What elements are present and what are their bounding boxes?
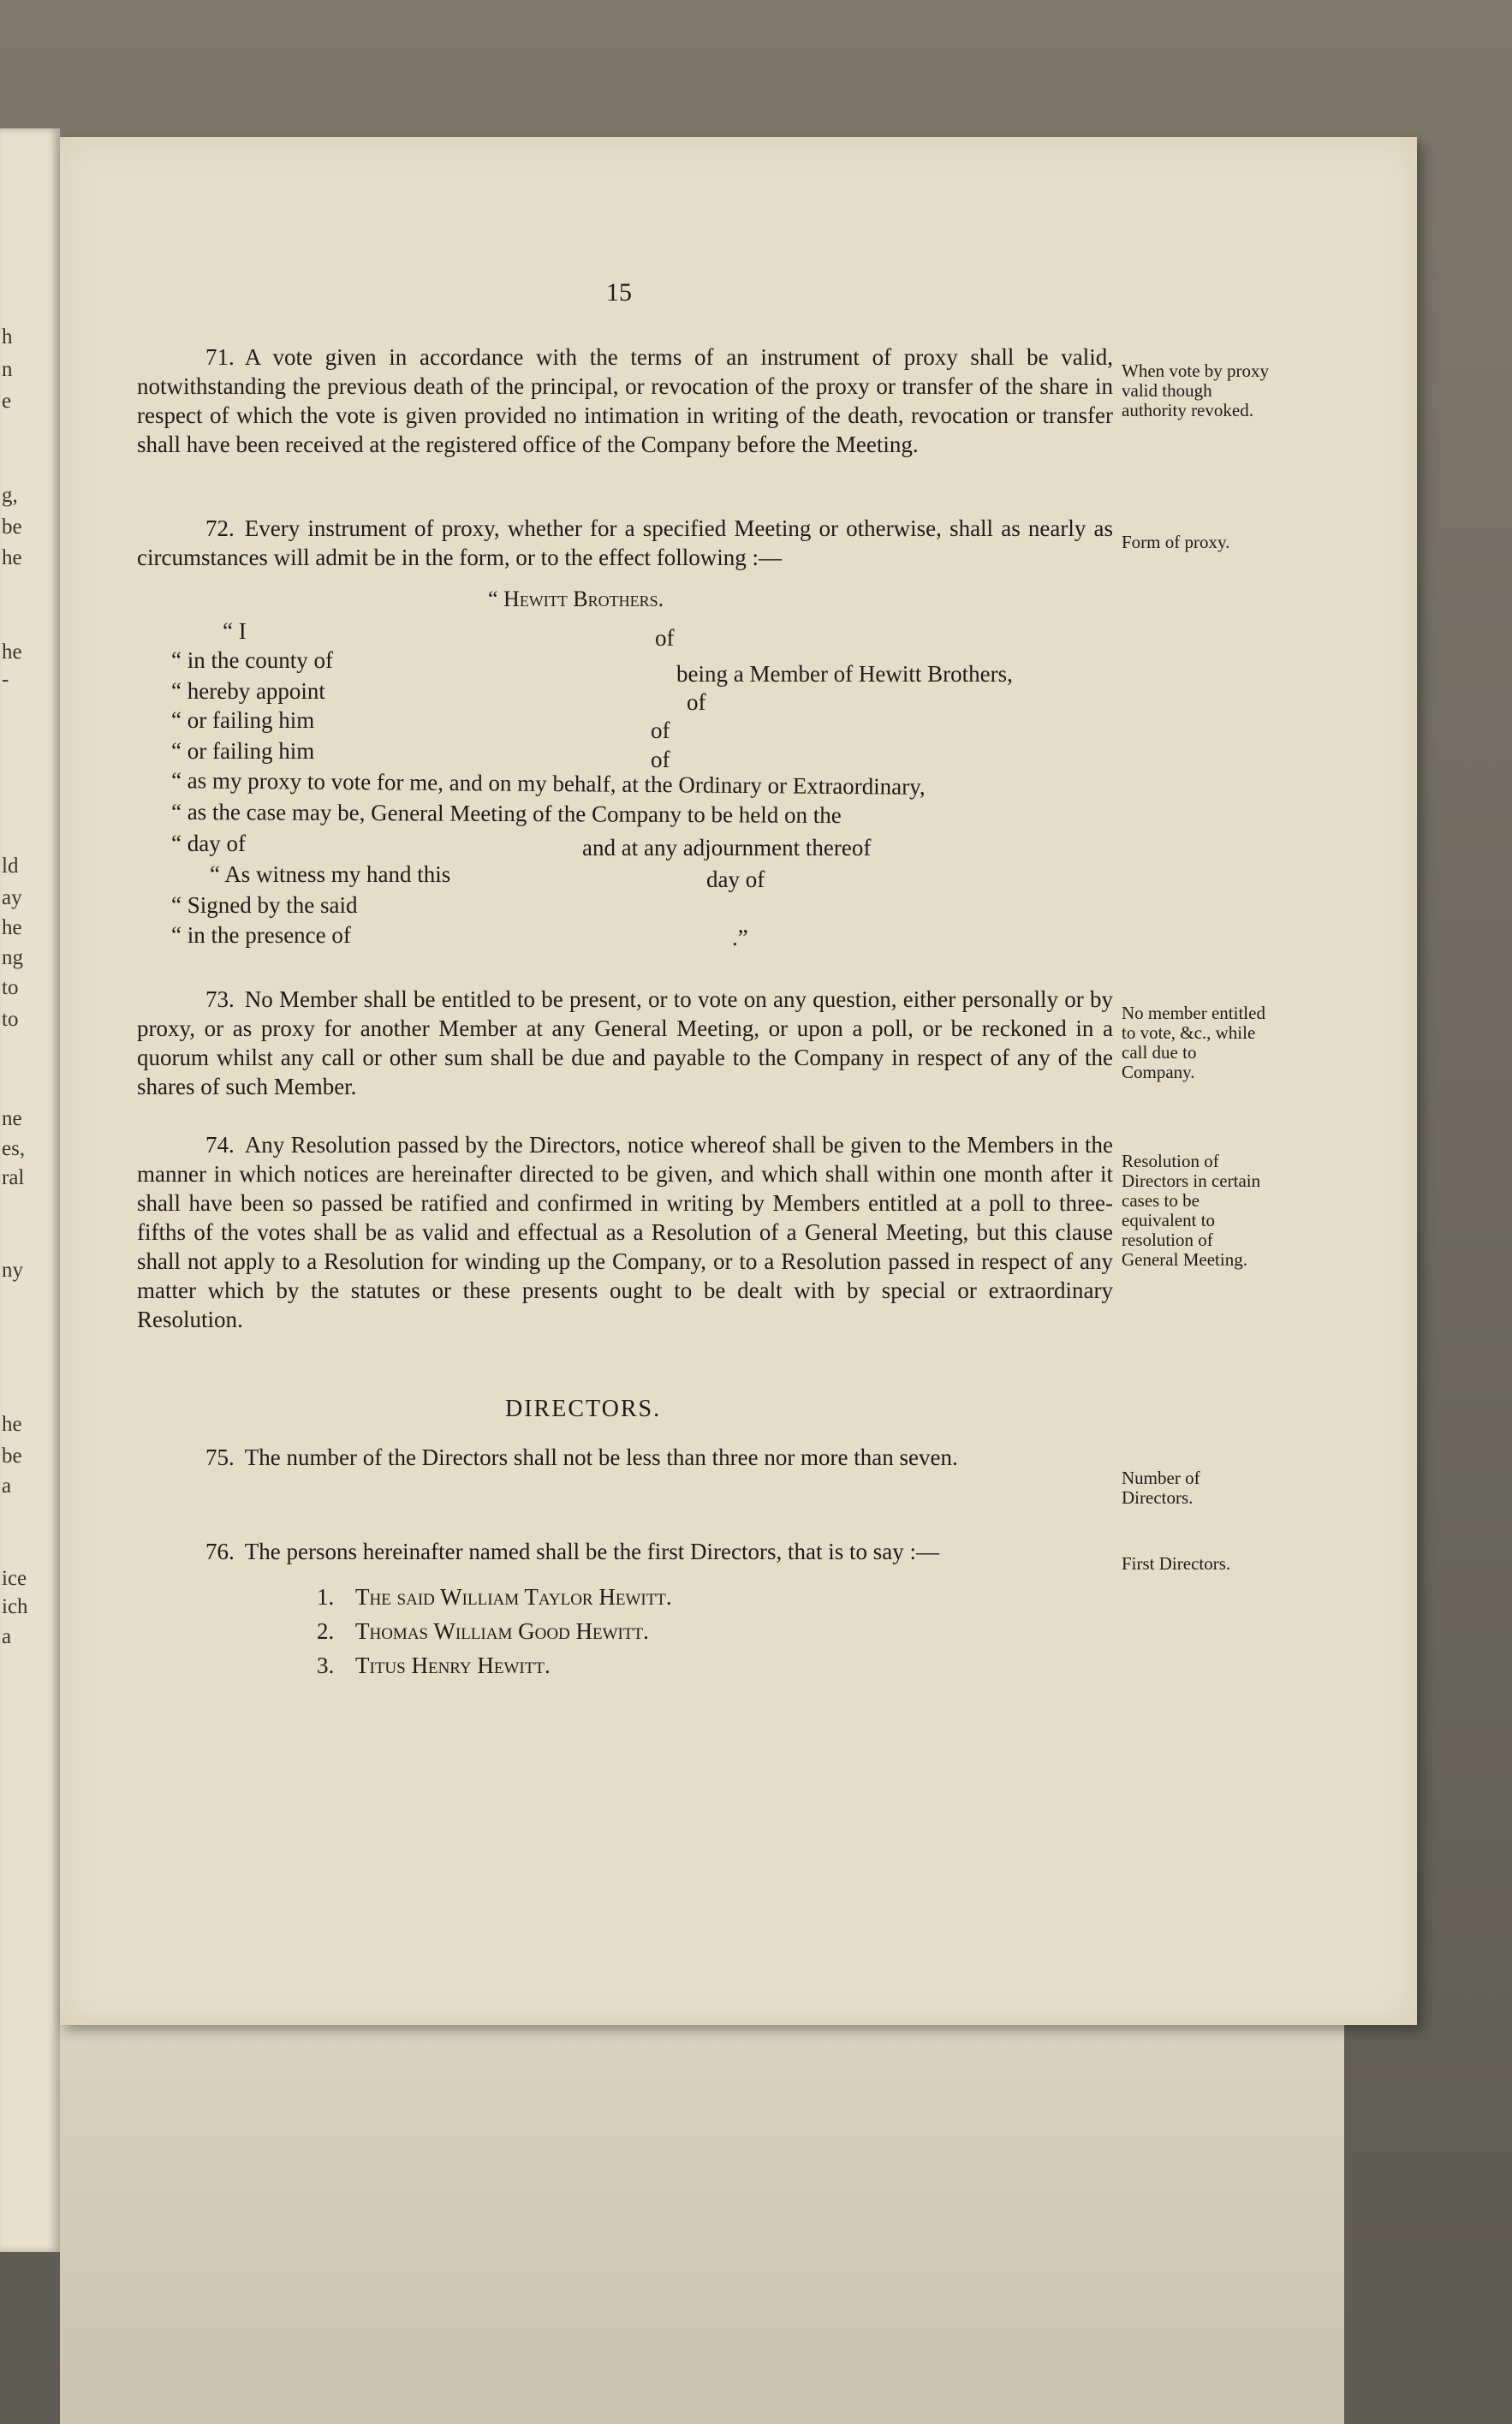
director-number: 2. [317,1618,335,1644]
proxy-form-line: “ As witness my hand this [210,861,451,887]
paragraph-text: The persons hereinafter named shall be the first Directors, that is to say :— [244,1539,940,1564]
director-name: Thomas William Good Hewitt. [355,1618,649,1644]
proxy-form-line: “ Signed by the said [171,892,358,918]
paragraph-number: 72. [205,515,235,541]
left-fragment: g, [2,484,18,507]
director-number: 3. [317,1653,335,1678]
proxy-form-line: of [651,718,670,743]
section-heading: DIRECTORS. [505,1396,662,1422]
paragraph-72 [137,514,1113,572]
left-fragment: he [2,640,22,664]
paragraph-text: Every instrument of proxy, whether for a specified Meeting or otherwise, shall as nearly as circumstances will admit be in the form, or to the effect following :— [137,515,1113,570]
proxy-form-line: of [655,625,675,651]
left-fragment: he [2,546,22,569]
paragraph-text: Any Resolution passed by the Directors, notice whereof shall be given to the Members in the manner in which notices are hereinafter directed to be given, and which shall within one month after it shall have been so passed be ratified and confirmed in writing by Members entitled at a poll to three-fifths of the votes shall be as valid and effectual as a Resolution of a General Meeting, but this clause shall not apply to a Resolution for winding up the Company, or to a Resolution passed in respect of any matter which by the statutes or these presents ought to be dealt with by special or extraordinary Resolution. [137,1132,1113,1332]
left-fragment: es, [2,1137,26,1160]
left-fragment: ral [2,1166,25,1189]
margin-note-73: No member entitled to vote, &c., while call due to Company. [1122,1003,1265,1082]
paragraph-75 [137,1443,1113,1472]
paragraph-number: 76. [205,1539,235,1564]
paragraph-number: 75. [205,1444,235,1470]
left-fragment: e [2,390,12,413]
paragraph-76 [137,1537,1113,1566]
margin-note-76: First Directors. [1122,1553,1231,1574]
director-name: Titus Henry Hewitt. [355,1653,551,1678]
proxy-form-line: “ as the case may be, General Meeting of the Company to be held on the [170,798,842,829]
proxy-form-line: .” [732,925,748,950]
left-fragment: a [2,1474,12,1498]
director-name: The said William Taylor Hewitt. [355,1584,672,1610]
proxy-form-line: “ hereby appoint [171,678,325,704]
left-fragment: ay [2,886,22,909]
left-fragment: be [2,1444,22,1468]
book-lower-pages [60,2012,1344,2424]
left-fragment: ny [2,1259,23,1282]
left-fragment: h [2,325,13,348]
proxy-form-line: of [651,747,670,772]
paragraph-number: 73. [205,986,235,1012]
left-fragment: n [2,358,13,381]
left-fragment: be [2,515,22,539]
proxy-form-line: “ or failing him [171,738,315,764]
left-fragment: ne [2,1107,22,1130]
document-page [60,137,1417,2025]
left-fragment: - [2,668,9,691]
paragraph-text: No Member shall be entitled to be present, or to vote on any question, either personally or by proxy, or as proxy for another Member at any General Meeting, or upon a poll, or be reckoned in a quorum whilst any call or other sum shall be due and payable to the Company in respect of any of the shares of such Member. [137,986,1113,1099]
left-fragment: ich [2,1595,28,1618]
proxy-form-line: being a Member of Hewitt Brothers, [676,661,1013,687]
proxy-form-line: “ in the presence of [171,922,351,948]
left-fragment: ng [2,946,23,969]
proxy-form-line: and at any adjournment thereof [582,835,872,861]
proxy-form-line: “ in the county of [171,647,333,673]
margin-note-72: Form of proxy. [1122,532,1230,552]
paragraph-73 [137,985,1113,1101]
proxy-form-line: of [687,689,706,715]
left-fragment: he [2,916,22,939]
proxy-form-heading: “ Hewitt Brothers. [488,587,664,611]
director-item [317,1618,649,1645]
proxy-form-line: “ or failing him [171,707,315,733]
director-item [317,1584,672,1611]
proxy-form-line: “ as my proxy to vote for me, and on my behalf, at the Ordinary or Extraordinary, [170,767,926,800]
paragraph-71 [137,342,1113,459]
page-number: 15 [606,278,632,307]
proxy-form-line: “ day of [171,831,246,856]
left-fragment: to [2,976,19,999]
director-item [317,1653,551,1679]
director-number: 1. [317,1584,335,1610]
proxy-form-line: “ I [223,618,247,644]
left-fragment: a [2,1625,12,1648]
paragraph-74 [137,1130,1113,1334]
left-fragment: to [2,1008,19,1031]
left-fragment: he [2,1413,22,1436]
paragraph-text: The number of the Directors shall not be less than three nor more than seven. [244,1444,958,1470]
margin-note-75: Number of Directors. [1122,1468,1200,1508]
paragraph-number: 74. [205,1132,235,1158]
left-fragment: ice [2,1567,27,1590]
proxy-form-line: day of [706,867,765,892]
left-fragment: ld [2,855,19,878]
paragraph-text: A vote given in accordance with the terms of an instrument of proxy shall be valid, notwithstanding the previous death of the principal, or revocation of the proxy or transfer of the share in respect of which the vote is given provided no intimation in writing of the death, revocation or transfer shall have been received at the registered office of the Company before the Meeting. [137,344,1113,457]
paragraph-number: 71. [205,344,235,370]
margin-note-74: Resolution of Directors in certain cases to be equivalent to resolution of General Meeting. [1122,1151,1261,1270]
margin-note-71: When vote by proxy valid though authority revoked. [1122,360,1270,420]
left-page-edge [0,128,60,2252]
